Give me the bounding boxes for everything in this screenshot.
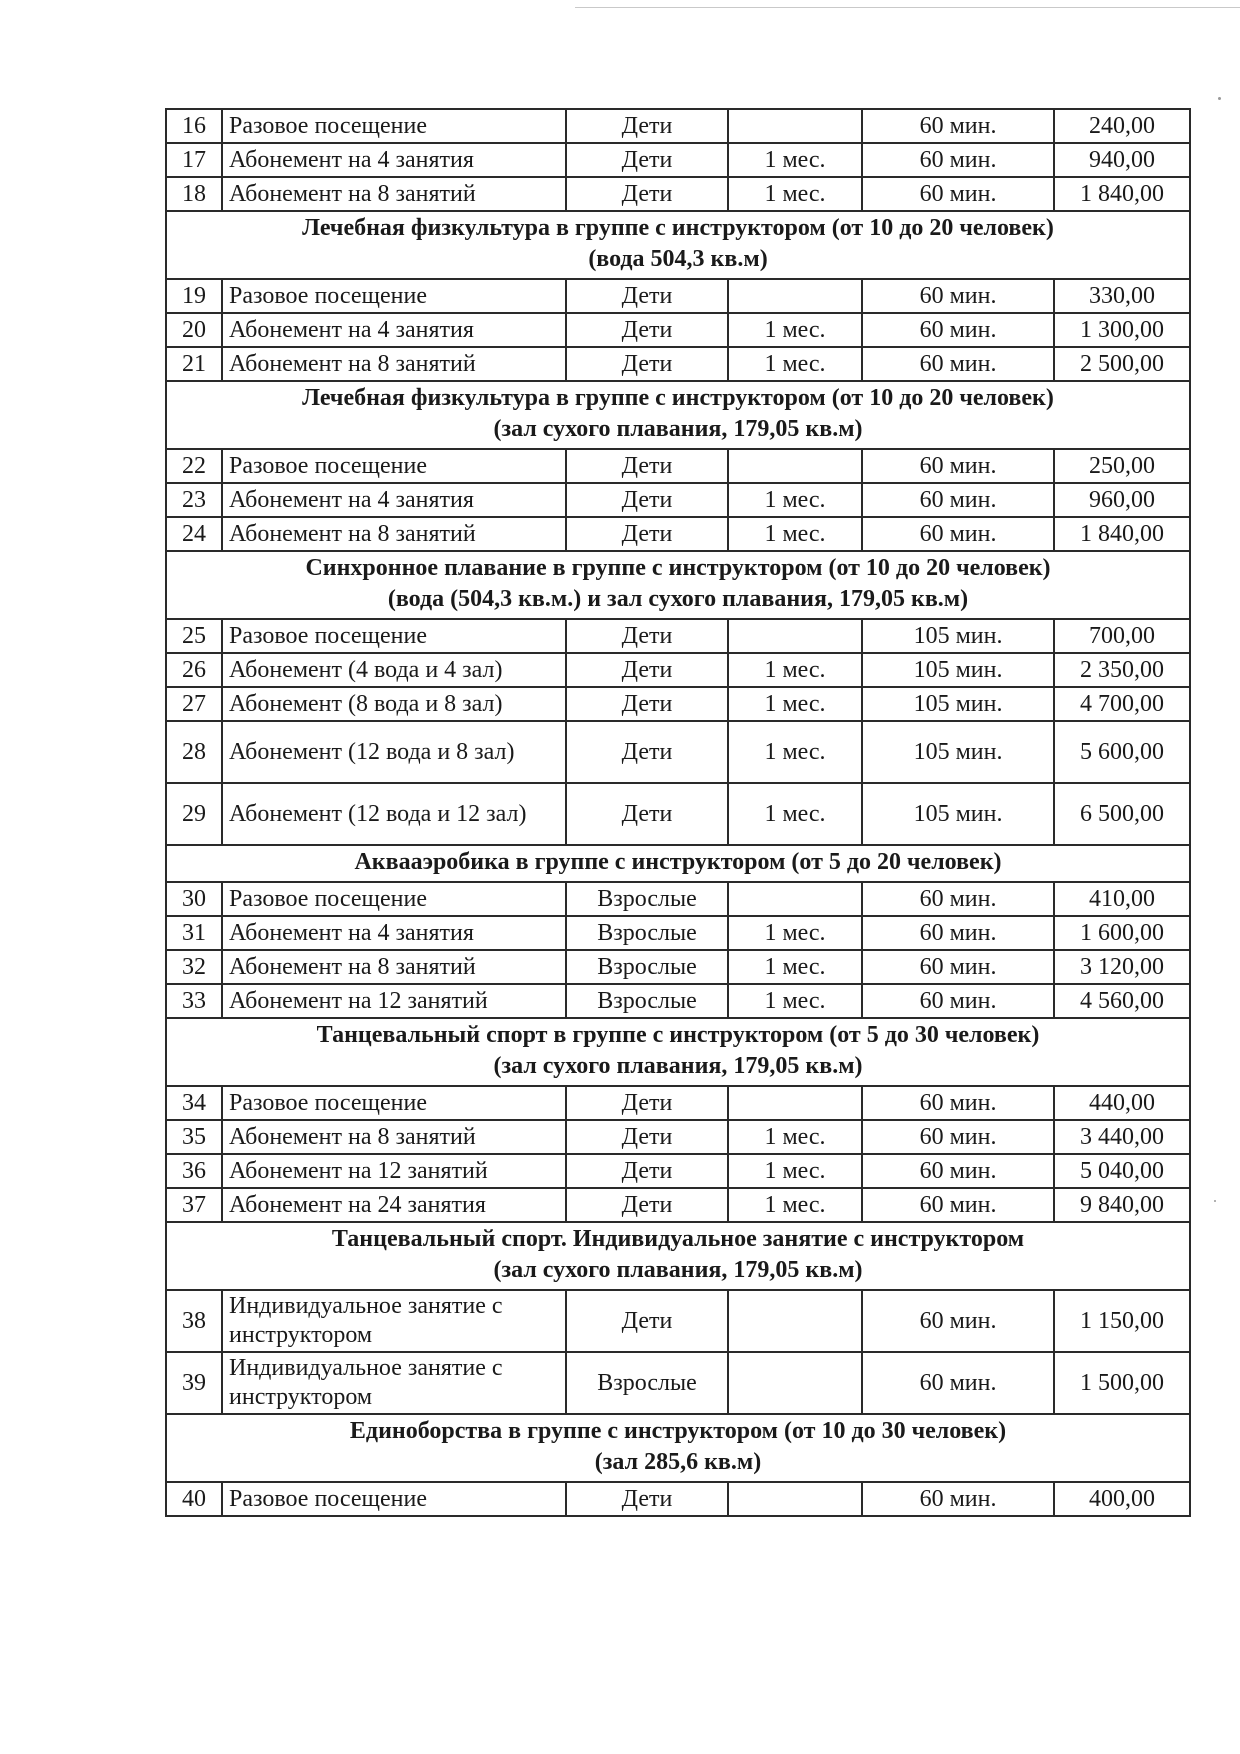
section-header-row — [166, 1222, 1190, 1290]
age-category: Дети — [566, 313, 728, 347]
scan-edge-line — [575, 7, 1240, 8]
table-row — [166, 1154, 1190, 1188]
section-header-row — [166, 845, 1190, 882]
price-table-body — [166, 109, 1190, 1516]
validity-period — [728, 109, 862, 143]
service-name: Разовое посещение — [222, 449, 566, 483]
session-duration: 60 мин. — [862, 1154, 1054, 1188]
service-name: Разовое посещение — [222, 619, 566, 653]
session-duration: 60 мин. — [862, 1086, 1054, 1120]
table-row — [166, 1482, 1190, 1516]
section-title-line: (зал сухого плавания, 179,05 кв.м) — [493, 416, 863, 442]
section-title — [166, 211, 1190, 279]
age-category: Взрослые — [566, 916, 728, 950]
age-category: Взрослые — [566, 882, 728, 916]
table-row — [166, 1188, 1190, 1222]
section-title-line: Танцевальный спорт. Индивидуальное занятие с инструктором — [331, 1226, 1025, 1252]
service-name: Разовое посещение — [222, 109, 566, 143]
table-row — [166, 1290, 1190, 1352]
table-row — [166, 449, 1190, 483]
session-duration: 60 мин. — [862, 984, 1054, 1018]
service-name: Абонемент на 24 занятия — [222, 1188, 566, 1222]
session-duration: 60 мин. — [862, 109, 1054, 143]
service-name: Разовое посещение — [222, 279, 566, 313]
session-duration: 60 мин. — [862, 1352, 1054, 1414]
service-name: Абонемент на 8 занятий — [222, 347, 566, 381]
service-name: Индивидуальное занятие с инструктором — [222, 1352, 566, 1414]
price-table — [165, 108, 1191, 1517]
age-category: Дети — [566, 619, 728, 653]
row-number: 38 — [166, 1290, 222, 1352]
service-name: Разовое посещение — [222, 1086, 566, 1120]
table-row — [166, 1086, 1190, 1120]
session-duration: 105 мин. — [862, 721, 1054, 783]
validity-period: 1 мес. — [728, 950, 862, 984]
section-title — [166, 845, 1190, 882]
row-number: 28 — [166, 721, 222, 783]
validity-period: 1 мес. — [728, 1120, 862, 1154]
table-row — [166, 517, 1190, 551]
session-duration: 60 мин. — [862, 279, 1054, 313]
validity-period: 1 мес. — [728, 483, 862, 517]
validity-period: 1 мес. — [728, 347, 862, 381]
validity-period — [728, 279, 862, 313]
validity-period — [728, 882, 862, 916]
validity-period — [728, 1482, 862, 1516]
age-category: Дети — [566, 1086, 728, 1120]
price-value: 240,00 — [1054, 109, 1190, 143]
validity-period — [728, 449, 862, 483]
validity-period: 1 мес. — [728, 313, 862, 347]
service-name: Абонемент на 8 занятий — [222, 177, 566, 211]
service-name: Абонемент (8 вода и 8 зал) — [222, 687, 566, 721]
session-duration: 60 мин. — [862, 143, 1054, 177]
price-value: 2 350,00 — [1054, 653, 1190, 687]
age-category: Дети — [566, 109, 728, 143]
validity-period: 1 мес. — [728, 517, 862, 551]
price-value: 4 560,00 — [1054, 984, 1190, 1018]
row-number: 20 — [166, 313, 222, 347]
age-category: Дети — [566, 1154, 728, 1188]
price-value: 700,00 — [1054, 619, 1190, 653]
validity-period — [728, 1352, 862, 1414]
price-value: 1 600,00 — [1054, 916, 1190, 950]
validity-period: 1 мес. — [728, 177, 862, 211]
service-name: Абонемент на 4 занятия — [222, 916, 566, 950]
session-duration: 60 мин. — [862, 483, 1054, 517]
service-name: Абонемент на 4 занятия — [222, 483, 566, 517]
price-value: 3 440,00 — [1054, 1120, 1190, 1154]
service-name: Абонемент на 8 занятий — [222, 1120, 566, 1154]
section-title-line: (зал 285,6 кв.м) — [594, 1449, 762, 1475]
row-number: 26 — [166, 653, 222, 687]
age-category: Взрослые — [566, 984, 728, 1018]
validity-period: 1 мес. — [728, 721, 862, 783]
section-title — [166, 1414, 1190, 1482]
service-name: Абонемент (12 вода и 12 зал) — [222, 783, 566, 845]
session-duration: 60 мин. — [862, 313, 1054, 347]
session-duration: 60 мин. — [862, 177, 1054, 211]
table-row — [166, 619, 1190, 653]
session-duration: 60 мин. — [862, 347, 1054, 381]
age-category: Дети — [566, 1290, 728, 1352]
validity-period — [728, 619, 862, 653]
validity-period: 1 мес. — [728, 687, 862, 721]
service-name: Абонемент на 4 занятия — [222, 313, 566, 347]
price-value: 1 300,00 — [1054, 313, 1190, 347]
row-number: 37 — [166, 1188, 222, 1222]
age-category: Дети — [566, 783, 728, 845]
row-number: 27 — [166, 687, 222, 721]
service-name: Абонемент на 12 занятий — [222, 1154, 566, 1188]
session-duration: 105 мин. — [862, 783, 1054, 845]
section-title — [166, 551, 1190, 619]
table-row — [166, 143, 1190, 177]
service-name: Абонемент на 8 занятий — [222, 517, 566, 551]
section-title-line: Синхронное плавание в группе с инструктором (от 10 до 20 человек) — [305, 555, 1051, 581]
session-duration: 60 мин. — [862, 449, 1054, 483]
price-value: 5 040,00 — [1054, 1154, 1190, 1188]
age-category: Дети — [566, 517, 728, 551]
session-duration: 105 мин. — [862, 619, 1054, 653]
table-row — [166, 882, 1190, 916]
price-value: 400,00 — [1054, 1482, 1190, 1516]
age-category: Дети — [566, 449, 728, 483]
age-category: Взрослые — [566, 950, 728, 984]
price-value: 1 500,00 — [1054, 1352, 1190, 1414]
scan-speck — [1214, 1200, 1216, 1202]
session-duration: 60 мин. — [862, 1120, 1054, 1154]
table-row — [166, 177, 1190, 211]
session-duration: 60 мин. — [862, 916, 1054, 950]
row-number: 35 — [166, 1120, 222, 1154]
price-value: 410,00 — [1054, 882, 1190, 916]
section-title-line: (вода 504,3 кв.м) — [588, 246, 768, 272]
section-header-row — [166, 1018, 1190, 1086]
service-name: Разовое посещение — [222, 882, 566, 916]
table-row — [166, 950, 1190, 984]
row-number: 16 — [166, 109, 222, 143]
row-number: 21 — [166, 347, 222, 381]
validity-period: 1 мес. — [728, 1188, 862, 1222]
section-header-row — [166, 211, 1190, 279]
price-value: 9 840,00 — [1054, 1188, 1190, 1222]
age-category: Дети — [566, 687, 728, 721]
age-category: Дети — [566, 1188, 728, 1222]
session-duration: 60 мин. — [862, 950, 1054, 984]
price-value: 6 500,00 — [1054, 783, 1190, 845]
session-duration: 105 мин. — [862, 653, 1054, 687]
table-row — [166, 916, 1190, 950]
section-title — [166, 1018, 1190, 1086]
session-duration: 60 мин. — [862, 882, 1054, 916]
price-value: 940,00 — [1054, 143, 1190, 177]
row-number: 32 — [166, 950, 222, 984]
section-title-line: Единоборства в группе с инструктором (от 10 до 30 человек) — [349, 1418, 1007, 1444]
session-duration: 60 мин. — [862, 1290, 1054, 1352]
validity-period — [728, 1086, 862, 1120]
price-value: 960,00 — [1054, 483, 1190, 517]
section-title-line: Лечебная физкультура в группе с инструктором (от 10 до 20 человек) — [302, 215, 1054, 241]
row-number: 33 — [166, 984, 222, 1018]
row-number: 30 — [166, 882, 222, 916]
row-number: 19 — [166, 279, 222, 313]
table-row — [166, 313, 1190, 347]
age-category: Дети — [566, 1120, 728, 1154]
table-row — [166, 347, 1190, 381]
row-number: 31 — [166, 916, 222, 950]
age-category: Дети — [566, 721, 728, 783]
row-number: 36 — [166, 1154, 222, 1188]
service-name: Абонемент на 12 занятий — [222, 984, 566, 1018]
service-name: Абонемент на 4 занятия — [222, 143, 566, 177]
table-row — [166, 783, 1190, 845]
price-value: 1 150,00 — [1054, 1290, 1190, 1352]
price-value: 4 700,00 — [1054, 687, 1190, 721]
table-row — [166, 483, 1190, 517]
age-category: Дети — [566, 1482, 728, 1516]
validity-period: 1 мес. — [728, 1154, 862, 1188]
row-number: 25 — [166, 619, 222, 653]
service-name: Абонемент (12 вода и 8 зал) — [222, 721, 566, 783]
section-header-row — [166, 551, 1190, 619]
section-title-line: (зал сухого плавания, 179,05 кв.м) — [493, 1053, 863, 1079]
table-row — [166, 1352, 1190, 1414]
price-value: 330,00 — [1054, 279, 1190, 313]
section-header-row — [166, 381, 1190, 449]
service-name: Абонемент на 8 занятий — [222, 950, 566, 984]
validity-period — [728, 1290, 862, 1352]
row-number: 18 — [166, 177, 222, 211]
row-number: 17 — [166, 143, 222, 177]
service-name: Индивидуальное занятие с инструктором — [222, 1290, 566, 1352]
table-row — [166, 721, 1190, 783]
session-duration: 105 мин. — [862, 687, 1054, 721]
price-value: 1 840,00 — [1054, 517, 1190, 551]
table-row — [166, 279, 1190, 313]
row-number: 22 — [166, 449, 222, 483]
section-title-line: (зал сухого плавания, 179,05 кв.м) — [493, 1257, 863, 1283]
service-name: Абонемент (4 вода и 4 зал) — [222, 653, 566, 687]
age-category: Взрослые — [566, 1352, 728, 1414]
validity-period: 1 мес. — [728, 916, 862, 950]
table-row — [166, 1120, 1190, 1154]
table-row — [166, 653, 1190, 687]
age-category: Дети — [566, 143, 728, 177]
row-number: 23 — [166, 483, 222, 517]
age-category: Дети — [566, 483, 728, 517]
price-value: 1 840,00 — [1054, 177, 1190, 211]
validity-period: 1 мес. — [728, 653, 862, 687]
validity-period: 1 мес. — [728, 984, 862, 1018]
price-value: 2 500,00 — [1054, 347, 1190, 381]
age-category: Дети — [566, 347, 728, 381]
table-row — [166, 687, 1190, 721]
price-value: 440,00 — [1054, 1086, 1190, 1120]
session-duration: 60 мин. — [862, 1482, 1054, 1516]
price-value: 250,00 — [1054, 449, 1190, 483]
age-category: Дети — [566, 177, 728, 211]
validity-period: 1 мес. — [728, 143, 862, 177]
section-title-line: Лечебная физкультура в группе с инструктором (от 10 до 20 человек) — [302, 385, 1054, 411]
service-name: Разовое посещение — [222, 1482, 566, 1516]
row-number: 39 — [166, 1352, 222, 1414]
row-number: 29 — [166, 783, 222, 845]
age-category: Дети — [566, 279, 728, 313]
section-title-line: (вода (504,3 кв.м.) и зал сухого плавания, 179,05 кв.м) — [387, 586, 969, 612]
table-row — [166, 984, 1190, 1018]
price-value: 5 600,00 — [1054, 721, 1190, 783]
section-title-line: Танцевальный спорт в группе с инструктором (от 5 до 30 человек) — [316, 1022, 1040, 1048]
table-row — [166, 109, 1190, 143]
scan-speck — [1218, 97, 1221, 100]
age-category: Дети — [566, 653, 728, 687]
validity-period: 1 мес. — [728, 783, 862, 845]
section-title — [166, 381, 1190, 449]
row-number: 34 — [166, 1086, 222, 1120]
session-duration: 60 мин. — [862, 517, 1054, 551]
price-value: 3 120,00 — [1054, 950, 1190, 984]
session-duration: 60 мин. — [862, 1188, 1054, 1222]
section-title — [166, 1222, 1190, 1290]
section-header-row — [166, 1414, 1190, 1482]
section-title-line: Аквааэробика в группе с инструктором (от 5 до 20 человек) — [354, 849, 1002, 875]
row-number: 40 — [166, 1482, 222, 1516]
row-number: 24 — [166, 517, 222, 551]
